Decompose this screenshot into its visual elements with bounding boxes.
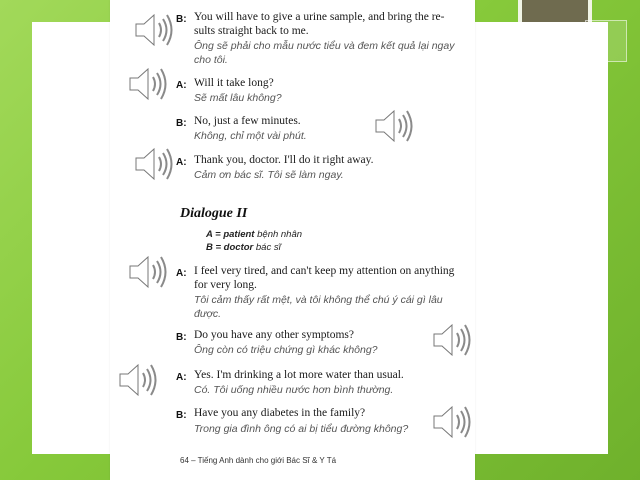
english-text: sults straight back to me.	[194, 25, 309, 37]
vietnamese-text: Trong gia đình ông có ai bị tiểu đường không?	[194, 423, 409, 435]
speaker-label: A:	[176, 372, 187, 383]
speaker-label: A:	[176, 80, 187, 91]
english-text: Yes. I'm drinking a lot more water than usual.	[194, 369, 404, 381]
speaker-label: A:	[176, 157, 187, 168]
english-text: Do you have any other symptoms?	[194, 329, 355, 341]
speaker-label: B:	[176, 332, 187, 343]
speaker-label: B:	[176, 410, 187, 421]
vietnamese-text: Sẽ mất lâu không?	[194, 92, 282, 104]
legend-b-translation: bác sĩ	[255, 242, 281, 253]
legend-row-b	[206, 242, 281, 253]
vietnamese-text: Cảm ơn bác sĩ. Tôi sẽ làm ngay.	[194, 169, 344, 181]
vietnamese-text: Ông còn có triệu chứng gì khác không?	[194, 344, 378, 356]
dialogue-title: Dialogue II	[180, 206, 248, 221]
vietnamese-text: Không, chỉ một vài phút.	[194, 130, 307, 142]
english-text: Thank you, doctor. I'll do it right away.	[194, 154, 374, 166]
speaker-volume-icon[interactable]	[132, 10, 176, 50]
legend-b-label: B = doctor	[206, 242, 254, 253]
speaker-volume-icon[interactable]	[430, 320, 474, 360]
speaker-volume-icon[interactable]	[430, 402, 474, 442]
vietnamese-text: Tôi cảm thấy rất mệt, và tôi không thể chú ý cái gì lâu	[194, 294, 443, 306]
english-text: for very long.	[194, 279, 257, 291]
english-text: I feel very tired, and can't keep my attention on anything	[194, 265, 455, 277]
page-footer: 64 – Tiếng Anh dành cho giới Bác Sĩ & Y Tá	[180, 456, 337, 465]
english-text: You will have to give a urine sample, and bring the re-	[194, 11, 445, 23]
speaker-label: B:	[176, 118, 187, 129]
speaker-label: A:	[176, 268, 187, 279]
speaker-volume-icon[interactable]	[126, 252, 170, 292]
vietnamese-text: được.	[194, 308, 222, 320]
vietnamese-text: cho tôi.	[194, 54, 228, 66]
speaker-label: B:	[176, 14, 187, 25]
legend-a-label: A = patient	[206, 229, 255, 240]
speaker-volume-icon[interactable]	[116, 360, 160, 400]
english-text: No, just a few minutes.	[194, 115, 301, 127]
speaker-volume-icon[interactable]	[372, 106, 416, 146]
english-text: Have you any diabetes in the family?	[194, 407, 366, 419]
vietnamese-text: Có. Tôi uống nhiều nước hơn bình thường.	[194, 384, 394, 396]
legend-row-a	[206, 229, 302, 240]
legend-a-translation: bệnh nhân	[257, 229, 303, 240]
speaker-volume-icon[interactable]	[126, 64, 170, 104]
english-text: Will it take long?	[194, 77, 274, 89]
speaker-volume-icon[interactable]	[132, 144, 176, 184]
vietnamese-text: Ông sẽ phải cho mẫu nước tiểu và đem kết quả lại ngay	[194, 40, 455, 52]
